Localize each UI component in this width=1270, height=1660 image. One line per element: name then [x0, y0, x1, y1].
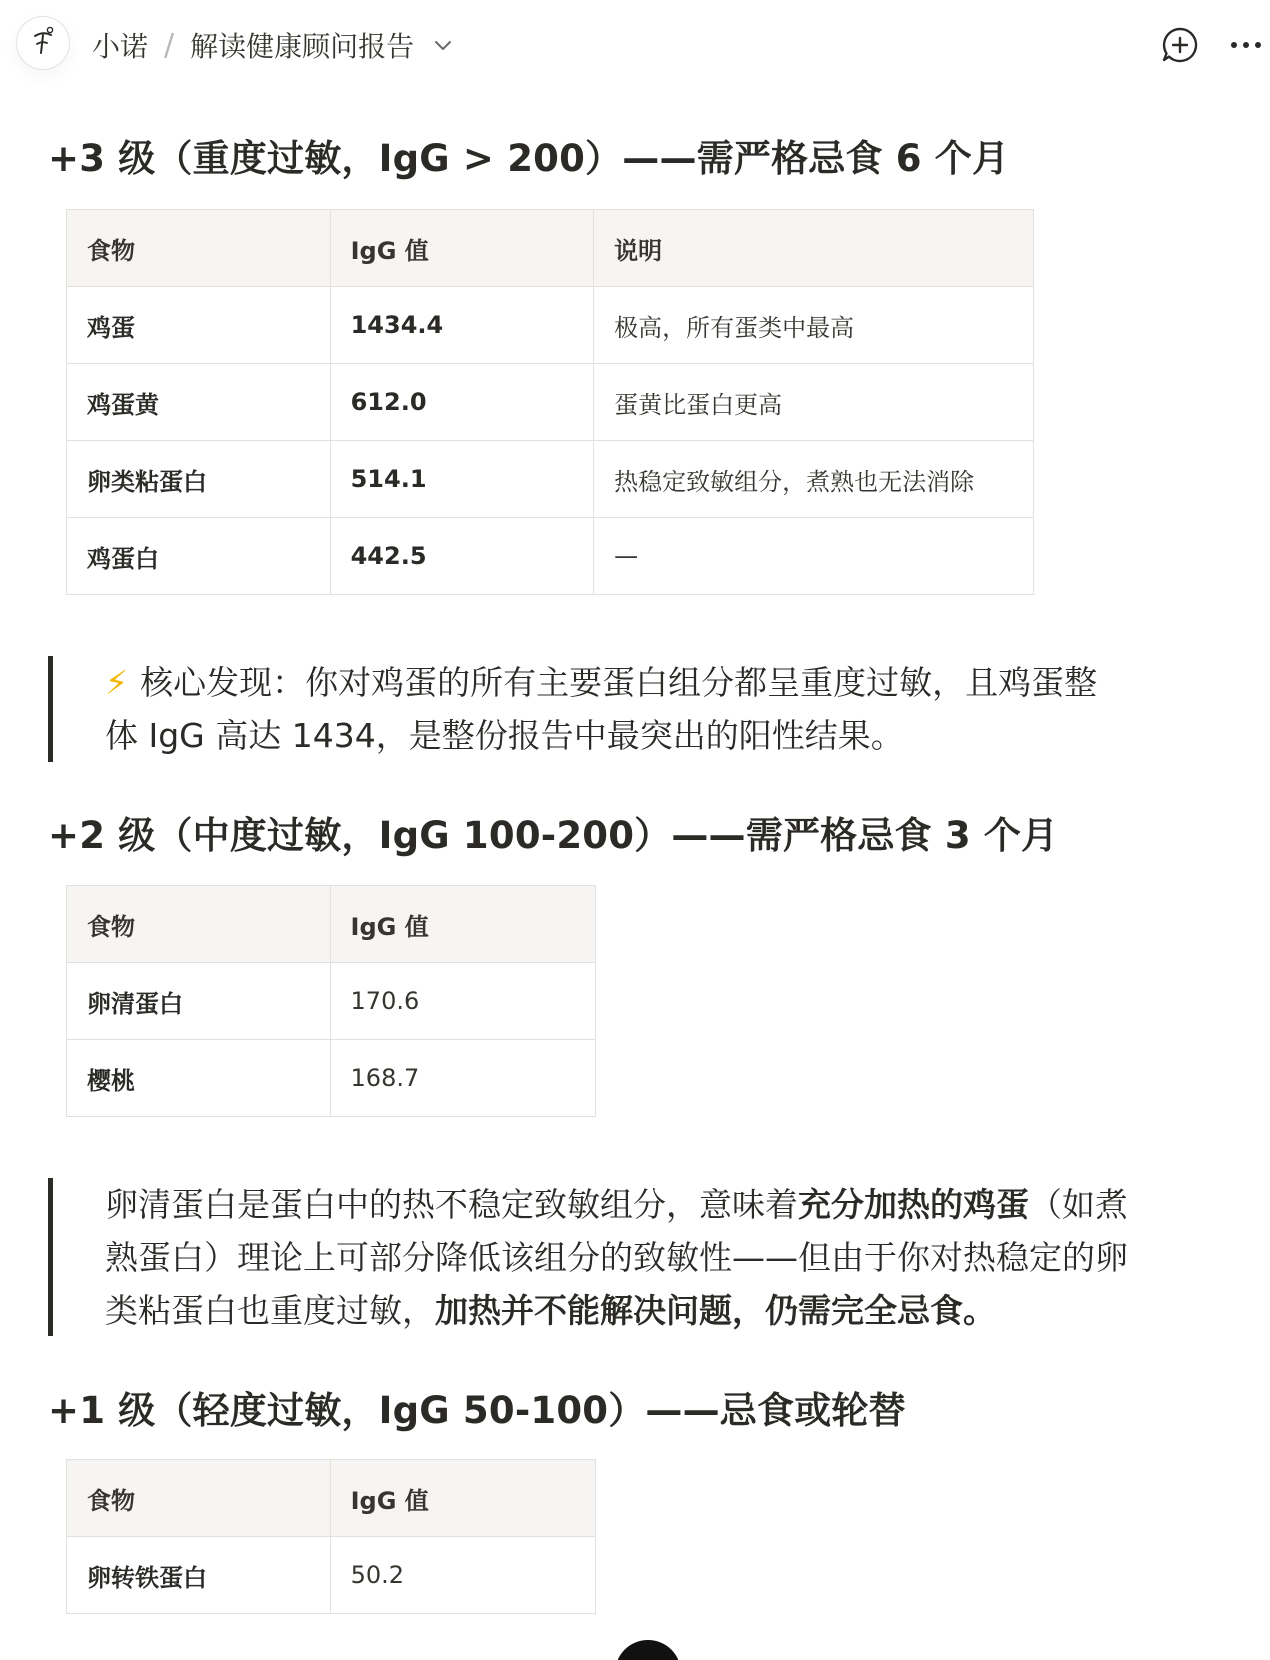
- cell-food: 卵类粘蛋白: [67, 441, 331, 518]
- cell-igg: 50.2: [330, 1537, 595, 1614]
- column-header-food: 食物: [67, 210, 331, 287]
- cell-note: 极高，所有蛋类中最高: [594, 287, 1034, 364]
- quote-line: 熟蛋白）理论上可部分降低该组分的致敏性——但由于你对热稳定的卵: [105, 1238, 1128, 1277]
- table-row: [67, 518, 1034, 595]
- header-actions: [1160, 24, 1270, 66]
- quote-line: [105, 656, 1097, 709]
- table-row: [67, 441, 1034, 518]
- breadcrumb-workspace[interactable]: 小诺: [92, 30, 149, 63]
- quote-text: 核心发现：你对鸡蛋的所有主要蛋白组分都呈重度过敏，且鸡蛋整: [140, 663, 1098, 702]
- quote-text: 卵清蛋白是蛋白中的热不稳定致敏组分，意味着: [105, 1185, 798, 1224]
- scroll-to-bottom-button[interactable]: [615, 1640, 681, 1660]
- cell-igg: 170.6: [330, 963, 595, 1040]
- table-row: [67, 364, 1034, 441]
- column-header-igg: IgG 值: [330, 886, 595, 963]
- cell-food: 鸡蛋黄: [67, 364, 331, 441]
- lightning-icon: ⚡: [105, 663, 129, 702]
- quote-emphasis: 充分加热的鸡蛋: [798, 1185, 1029, 1224]
- cell-food: 卵清蛋白: [67, 963, 331, 1040]
- table-header-row: [67, 1460, 596, 1537]
- table-level-3: [66, 209, 1034, 595]
- breadcrumb-separator: /: [164, 27, 175, 63]
- section-heading-level-1: +1 级（轻度过敏，IgG 50-100）——忌食或轮替: [48, 1389, 906, 1432]
- cell-food: 鸡蛋: [67, 287, 331, 364]
- table-row: [67, 1040, 596, 1117]
- quote-line: [105, 1178, 1128, 1231]
- page-title[interactable]: 解读健康顾问报告: [190, 30, 415, 63]
- chevron-down-icon[interactable]: [432, 34, 454, 56]
- section-heading-level-3: +3 级（重度过敏，IgG > 200）——需严格忌食 6 个月: [48, 137, 1010, 180]
- column-header-note: 说明: [594, 210, 1034, 287]
- cell-igg: 442.5: [330, 518, 594, 595]
- explanation-quote: [48, 1178, 1128, 1336]
- column-header-food: 食物: [67, 1460, 331, 1537]
- cell-food: 樱桃: [67, 1040, 331, 1117]
- cell-note: 蛋黄比蛋白更高: [594, 364, 1034, 441]
- column-header-food: 食物: [67, 886, 331, 963]
- quote-line: 体 IgG 高达 1434，是整份报告中最突出的阳性结果。: [105, 716, 904, 755]
- cell-igg: 1434.4: [330, 287, 594, 364]
- cell-note: —: [594, 518, 1034, 595]
- table-header-row: [67, 886, 596, 963]
- table-level-1: [66, 1459, 596, 1614]
- table-level-2: [66, 885, 596, 1117]
- table-row: [67, 1537, 596, 1614]
- assistant-logo-icon: [26, 26, 60, 60]
- cell-food: 鸡蛋白: [67, 518, 331, 595]
- plus-bubble-icon[interactable]: [1160, 25, 1200, 65]
- cell-food: 卵转铁蛋白: [67, 1537, 331, 1614]
- ellipsis-icon[interactable]: [1226, 25, 1266, 65]
- table-row: [67, 963, 596, 1040]
- key-finding-quote: [48, 656, 1097, 762]
- quote-text: （如煮: [1029, 1185, 1128, 1224]
- cell-note: 热稳定致敏组分，煮熟也无法消除: [594, 441, 1034, 518]
- quote-text: 类粘蛋白也重度过敏，: [105, 1291, 435, 1330]
- section-heading-level-2: +2 级（中度过敏，IgG 100-200）——需严格忌食 3 个月: [48, 814, 1059, 857]
- cell-igg: 514.1: [330, 441, 594, 518]
- quote-emphasis: 加热并不能解决问题，仍需完全忌食。: [435, 1291, 996, 1330]
- top-bar: [0, 0, 1270, 92]
- avatar[interactable]: [16, 16, 70, 70]
- cell-igg: 612.0: [330, 364, 594, 441]
- column-header-igg: IgG 值: [330, 210, 594, 287]
- column-header-igg: IgG 值: [330, 1460, 595, 1537]
- table-row: [67, 287, 1034, 364]
- breadcrumb: [92, 24, 454, 66]
- cell-igg: 168.7: [330, 1040, 595, 1117]
- quote-line: [105, 1284, 1128, 1337]
- table-header-row: [67, 210, 1034, 287]
